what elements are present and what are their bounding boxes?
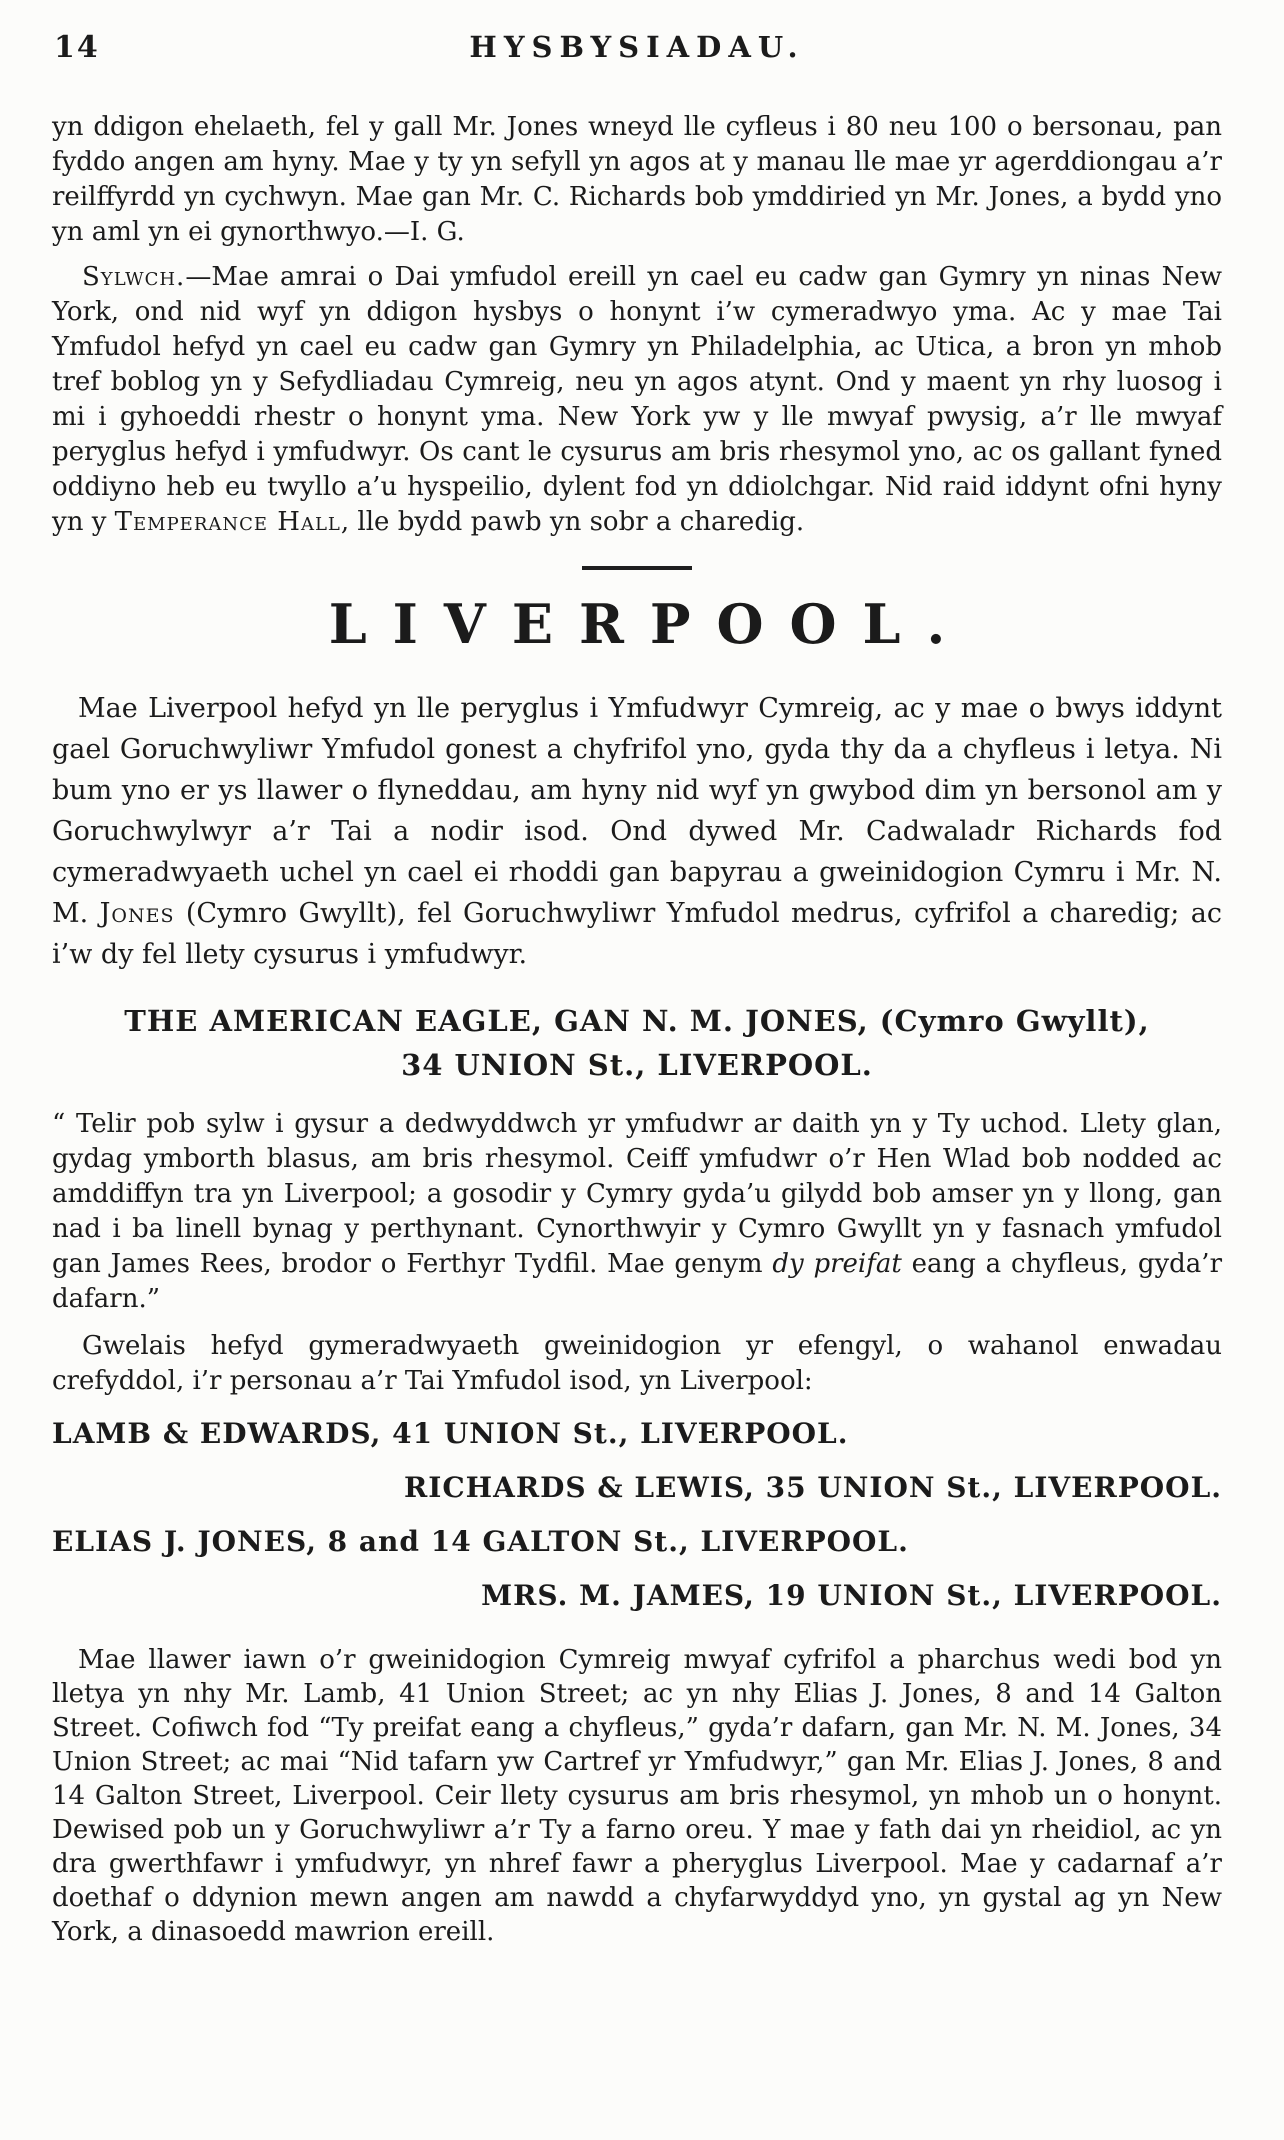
liverpool-text-a: Mae Liverpool hefyd yn lle peryglus i Ymfudwyr Cymreig, ac y mae o bwys iddynt gael Goruchwyliwr Ymfudol gonest a chyfrifol yno, gyda thy da a chyfleus i letya. Ni bum yno er ys llawer o flyneddau, am hyny nid wyf yn gwybod dim yn bersonol am y Goruchwylwyr a’r Tai a nodir isod. Ond dywed Mr. Cadwaladr Richards fod cymeradwyaeth uchel yn cael ei rhoddi gan bapyrau a gweinidogion Cymru i Mr. N. M.: [52, 693, 1222, 929]
listing-richards-lewis: RICHARDS & LEWIS, 35 UNION St., LIVERPOOL.: [403, 1471, 1222, 1504]
section-divider: [582, 566, 692, 570]
recommendation-paragraph: Gwelais hefyd gymeradwyaeth gweinidogion yr efengyl, o wahanol enwadau crefyddol, i’r personau a’r Tai Ymfudol isod, yn Liverpool:: [52, 1331, 1222, 1396]
temperance-hall-name: Temperance Hall: [114, 507, 341, 537]
eagle-heading-line1: THE AMERICAN EAGLE, GAN N. M. JONES, (Cymro Gwyllt),: [124, 1004, 1150, 1038]
listing-elias-jones: ELIAS J. JONES, 8 and 14 GALTON St., LIVERPOOL.: [52, 1525, 909, 1558]
page-number: 14: [54, 30, 100, 65]
notice-text-b: , lle bydd pawb yn sobr a charedig.: [340, 507, 805, 537]
liverpool-intro-paragraph: [52, 688, 1222, 975]
quote-text-b: eang a chyfleus, gyda’r dafarn.”: [52, 1249, 1222, 1314]
sylwch-label: Sylwch.: [82, 262, 186, 292]
american-eagle-heading: [52, 999, 1222, 1087]
intro-continuation-paragraph: yn ddigon ehelaeth, fel y gall Mr. Jones wneyd lle cyfleus i 80 neu 100 o bersonau, pan fyddo angen am hyny. Mae y ty yn sefyll yn agos at y manau lle mae yr agerddiongau a’r reilffyrdd yn cychwyn. Mae gan Mr. C. Richards bob ymddiried yn Mr. Jones, a bydd yno yn aml yn ei gynorthwyo.—I. G.: [52, 112, 1222, 247]
running-title: HYSBYSIADAU.: [469, 30, 805, 64]
notice-paragraph: [52, 260, 1222, 540]
eagle-heading-line2: 34 UNION St., LIVERPOOL.: [401, 1048, 873, 1082]
liverpool-text-b: (Cymro Gwyllt), fel Goruchwyliwr Ymfudol medrus, cyfrifol a charedig; ac i’w dy fel llety cysurus i ymfudwyr.: [52, 898, 1222, 970]
jones-name: Jones: [99, 898, 175, 929]
eagle-quote-paragraph: [52, 1107, 1222, 1317]
listing-mrs-james: MRS. M. JAMES, 19 UNION St., LIVERPOOL.: [481, 1579, 1222, 1612]
quote-text-a: “ Telir pob sylw i gysur a dedwyddwch yr ymfudwr ar daith yn y Ty uchod. Llety glan, gydag ymborth blasus, am bris rhesymol. Ceiff ymfudwr o’r Hen Wlad bob nodded ac amddiffyn tra yn Liverpool; a gosodir y Cymry gyda’u gilydd bob amser yn y llong, gan nad i ba linell bynag y perthynant. Cynorthwyir y Cymro Gwyllt yn y fasnach ymfudol gan James Rees, brodor o Ferthyr Tydfil. Mae genym: [52, 1109, 1222, 1279]
section-title: LIVERPOOL.: [328, 592, 972, 656]
notice-text-a: —Mae amrai o Dai ymfudol ereill yn cael eu cadw gan Gymry yn ninas New York, ond nid wyf yn ddigon hysbys o honynt i’w cymeradwyo yma. Ac y mae Tai Ymfudol hefyd yn cael eu cadw gan Gymry yn Philadelphia, ac Utica, a bron yn mhob tref boblog yn y Sefydliadau Cymreig, neu yn agos atynt. Ond y maent yn rhy luosog i mi i gyhoeddi rhestr o honynt yma. New York yw y lle mwyaf pwysig, a’r lle mwyaf peryglus hefyd i ymfudwyr. Os cant le cysurus am bris rhesymol yno, ac os gallant fyned oddiyno heb eu twyllo a’u hyspeilio, dylent fod yn ddiolchgar. Nid raid iddynt ofni hyny yn y: [52, 262, 1222, 537]
closing-paragraph: Mae llawer iawn o’r gweinidogion Cymreig mwyaf cyfrifol a pharchus wedi bod yn lletya yn nhy Mr. Lamb, 41 Union Street; ac yn nhy Elias J. Jones, 8 and 14 Galton Street. Cofiwch fod “Ty preifat eang a chyfleus,” gyda’r dafarn, gan Mr. N. M. Jones, 34 Union Street; ac mai “Nid tafarn yw Cartref yr Ymfudwyr,” gan Mr. Elias J. Jones, 8 and 14 Galton Street, Liverpool. Ceir llety cysurus am bris rhesymol, yn mhob un o honynt. Dewised pob un y Goruchwyliwr a’r Ty a farno oreu. Y mae y fath dai yn rheidiol, ac yn dra gwerthfawr i ymfudwyr, yn nhref fawr a pheryglus Liverpool. Mae y cadarnaf a’r doethaf o ddynion mewn angen am nawdd a chyfarwyddyd yno, yn gystal ag yn New York, a dinasoedd mawrion ereill.: [52, 1645, 1222, 1947]
quote-italic-phrase: dy preifat: [772, 1249, 902, 1279]
page-header: [52, 30, 1222, 72]
listing-lamb-edwards: LAMB & EDWARDS, 41 UNION St., LIVERPOOL.: [52, 1417, 849, 1450]
lodging-listings: [52, 1415, 1222, 1615]
